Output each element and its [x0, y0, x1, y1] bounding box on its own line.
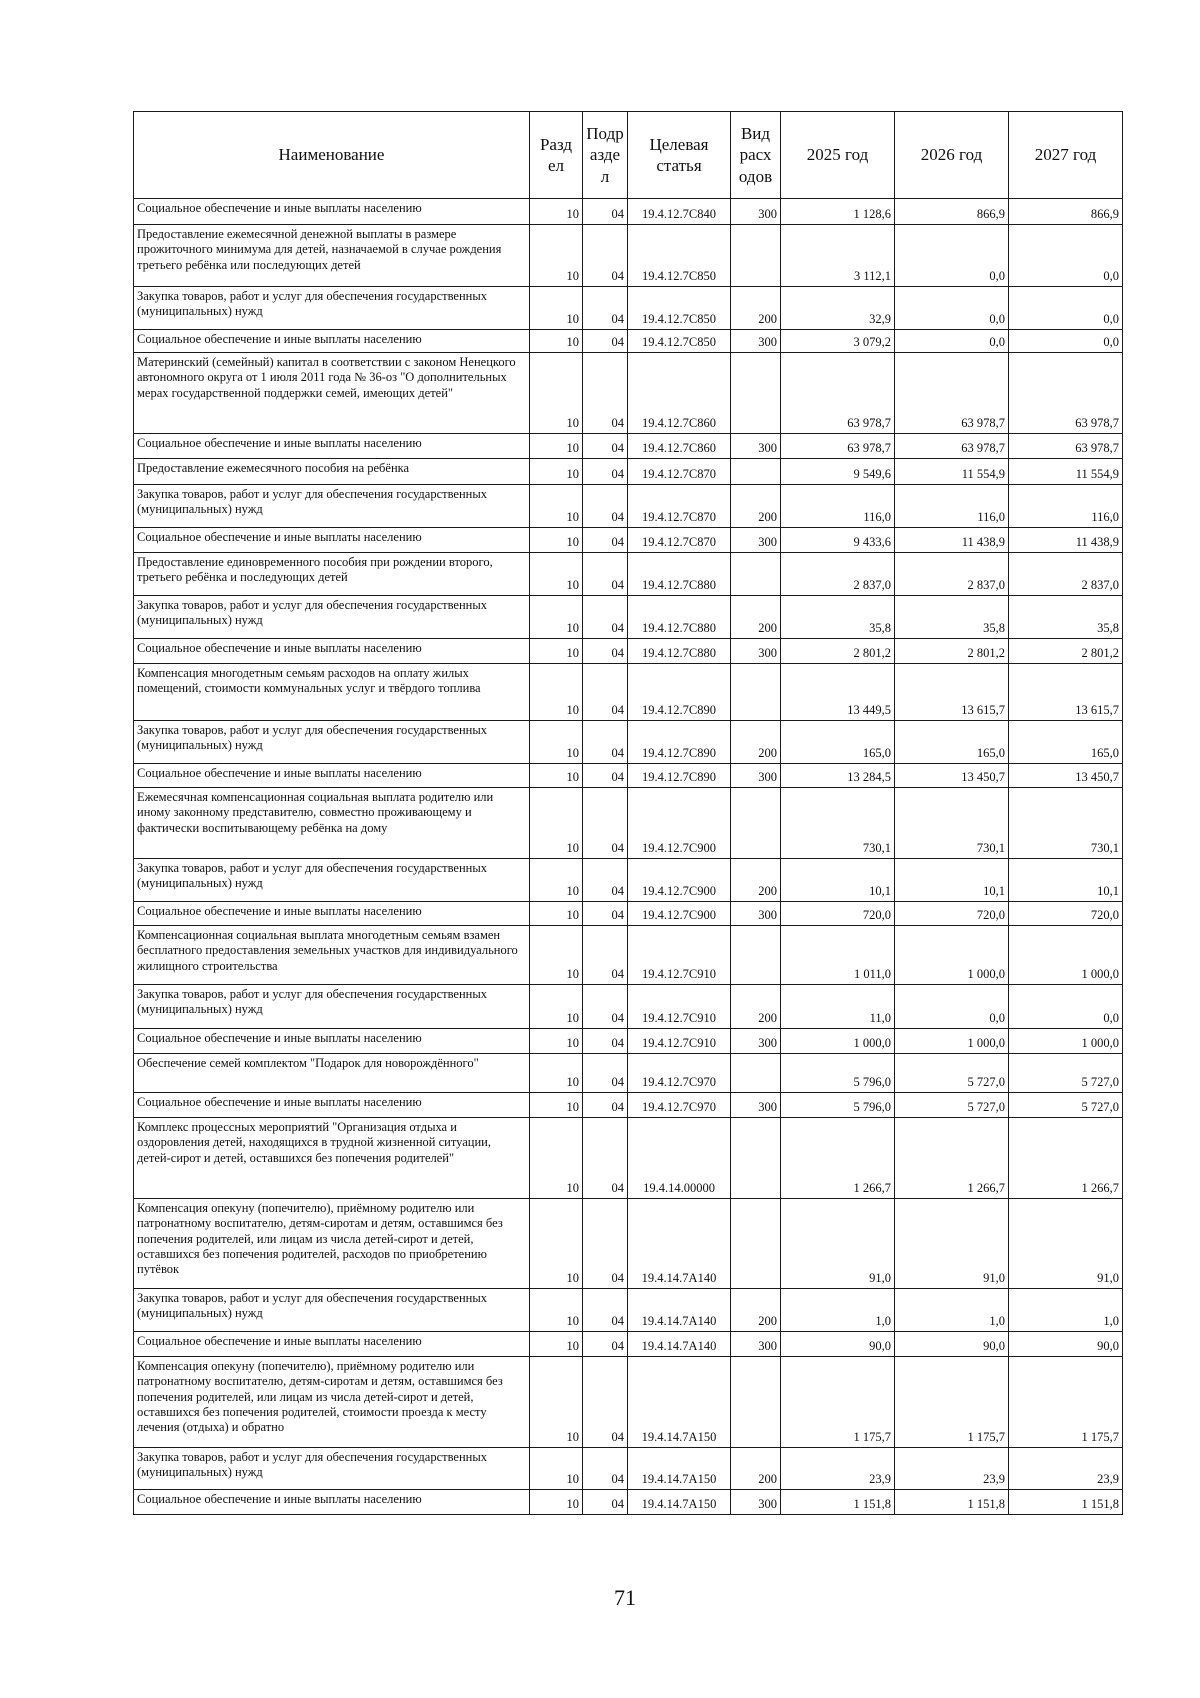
row-value-2026: 13 450,7	[895, 764, 1009, 788]
row-expense-type: 300	[731, 1093, 781, 1118]
row-value-2027: 13 615,7	[1009, 664, 1123, 721]
row-expense-type: 300	[731, 764, 781, 788]
table-row	[134, 721, 1123, 764]
row-value-2025: 63 978,7	[781, 434, 895, 459]
table-row	[134, 788, 1123, 859]
row-subsection: 04	[583, 434, 628, 459]
row-value-2027: 1 175,7	[1009, 1357, 1123, 1448]
row-value-2025: 13 284,5	[781, 764, 895, 788]
row-value-2027: 91,0	[1009, 1199, 1123, 1289]
row-name: Компенсация опекуну (попечителю), приёмному родителю или патронатному воспитателю, детям-сиротам и детям, оставшимся без попечения родителей, или лицам из числа детей-сирот и детей, оставшихся без попечения родителей, расходов по приобретению путёвок	[134, 1199, 530, 1289]
table-row	[134, 1357, 1123, 1448]
row-subsection: 04	[583, 199, 628, 225]
row-value-2026: 91,0	[895, 1199, 1009, 1289]
row-subsection: 04	[583, 1199, 628, 1289]
row-value-2026: 0,0	[895, 287, 1009, 330]
row-subsection: 04	[583, 225, 628, 287]
row-target-article: 19.4.12.7С870	[628, 485, 731, 528]
budget-table	[133, 111, 1123, 1515]
row-value-2026: 0,0	[895, 985, 1009, 1029]
row-value-2025: 63 978,7	[781, 353, 895, 434]
table-row	[134, 1490, 1123, 1515]
row-subsection: 04	[583, 553, 628, 596]
row-value-2025: 1,0	[781, 1289, 895, 1332]
table-row	[134, 353, 1123, 434]
row-value-2025: 1 011,0	[781, 926, 895, 985]
row-expense-type: 200	[731, 721, 781, 764]
table-row	[134, 330, 1123, 353]
table-row	[134, 1029, 1123, 1054]
row-target-article: 19.4.12.7С970	[628, 1054, 731, 1093]
row-subsection: 04	[583, 353, 628, 434]
row-subsection: 04	[583, 330, 628, 353]
row-target-article: 19.4.12.7С900	[628, 788, 731, 859]
row-name: Закупка товаров, работ и услуг для обеспечения государственных (муниципальных) нужд	[134, 1289, 530, 1332]
row-value-2027: 5 727,0	[1009, 1054, 1123, 1093]
row-expense-type: 200	[731, 1448, 781, 1490]
row-value-2027: 63 978,7	[1009, 434, 1123, 459]
table-row	[134, 1199, 1123, 1289]
row-name: Закупка товаров, работ и услуг для обеспечения государственных (муниципальных) нужд	[134, 1448, 530, 1490]
header-name: Наименование	[134, 112, 530, 199]
row-name: Социальное обеспечение и иные выплаты населению	[134, 1490, 530, 1515]
row-section: 10	[530, 926, 583, 985]
row-section: 10	[530, 764, 583, 788]
row-value-2027: 1 151,8	[1009, 1490, 1123, 1515]
row-value-2026: 1 000,0	[895, 926, 1009, 985]
row-target-article: 19.4.12.7С910	[628, 926, 731, 985]
row-name: Ежемесячная компенсационная социальная выплата родителю или иному законному представителю, совместно проживающему и фактически воспитывающему ребёнка на дому	[134, 788, 530, 859]
table-row	[134, 553, 1123, 596]
row-expense-type	[731, 1054, 781, 1093]
row-name: Социальное обеспечение и иные выплаты населению	[134, 902, 530, 926]
row-name: Предоставление ежемесячной денежной выплаты в размере прожиточного минимума для детей, назначаемой в случае рождения третьего ребёнка или последующих детей	[134, 225, 530, 287]
row-section: 10	[530, 1332, 583, 1357]
row-target-article: 19.4.14.7А140	[628, 1199, 731, 1289]
row-expense-type: 300	[731, 199, 781, 225]
row-value-2025: 2 801,2	[781, 639, 895, 664]
row-target-article: 19.4.12.7С840	[628, 199, 731, 225]
row-subsection: 04	[583, 596, 628, 639]
row-value-2027: 0,0	[1009, 225, 1123, 287]
table-row	[134, 434, 1123, 459]
row-section: 10	[530, 1118, 583, 1199]
row-section: 10	[530, 330, 583, 353]
row-subsection: 04	[583, 528, 628, 553]
row-value-2027: 23,9	[1009, 1448, 1123, 1490]
row-value-2025: 1 266,7	[781, 1118, 895, 1199]
row-value-2026: 2 801,2	[895, 639, 1009, 664]
row-subsection: 04	[583, 1448, 628, 1490]
row-subsection: 04	[583, 764, 628, 788]
row-value-2027: 0,0	[1009, 985, 1123, 1029]
row-value-2025: 730,1	[781, 788, 895, 859]
row-subsection: 04	[583, 664, 628, 721]
header-subsection: Подр азде л	[583, 112, 628, 199]
row-subsection: 04	[583, 1118, 628, 1199]
row-value-2026: 13 615,7	[895, 664, 1009, 721]
row-target-article: 19.4.14.7А140	[628, 1289, 731, 1332]
row-target-article: 19.4.12.7С880	[628, 596, 731, 639]
header-expense-type: Вид расх одов	[731, 112, 781, 199]
table-row	[134, 664, 1123, 721]
row-target-article: 19.4.14.00000	[628, 1118, 731, 1199]
row-target-article: 19.4.14.7А150	[628, 1448, 731, 1490]
row-section: 10	[530, 1357, 583, 1448]
row-value-2026: 11 438,9	[895, 528, 1009, 553]
row-value-2027: 1 000,0	[1009, 1029, 1123, 1054]
row-subsection: 04	[583, 1289, 628, 1332]
row-value-2027: 2 801,2	[1009, 639, 1123, 664]
row-target-article: 19.4.12.7С910	[628, 1029, 731, 1054]
row-section: 10	[530, 287, 583, 330]
row-name: Социальное обеспечение и иные выплаты населению	[134, 528, 530, 553]
row-value-2027: 11 554,9	[1009, 459, 1123, 485]
row-section: 10	[530, 721, 583, 764]
row-name: Закупка товаров, работ и услуг для обеспечения государственных (муниципальных) нужд	[134, 485, 530, 528]
row-subsection: 04	[583, 485, 628, 528]
row-section: 10	[530, 434, 583, 459]
row-target-article: 19.4.12.7С890	[628, 664, 731, 721]
row-expense-type: 200	[731, 1289, 781, 1332]
row-expense-type	[731, 788, 781, 859]
row-section: 10	[530, 1448, 583, 1490]
row-section: 10	[530, 1490, 583, 1515]
row-value-2025: 9 433,6	[781, 528, 895, 553]
row-name: Социальное обеспечение и иные выплаты населению	[134, 1093, 530, 1118]
row-value-2026: 1,0	[895, 1289, 1009, 1332]
row-value-2026: 10,1	[895, 859, 1009, 902]
table-row	[134, 985, 1123, 1029]
row-value-2027: 116,0	[1009, 485, 1123, 528]
row-expense-type	[731, 459, 781, 485]
table-row	[134, 485, 1123, 528]
row-expense-type: 300	[731, 1029, 781, 1054]
row-value-2026: 5 727,0	[895, 1054, 1009, 1093]
row-section: 10	[530, 596, 583, 639]
row-value-2025: 3 112,1	[781, 225, 895, 287]
row-value-2027: 1,0	[1009, 1289, 1123, 1332]
row-value-2026: 11 554,9	[895, 459, 1009, 485]
row-value-2025: 5 796,0	[781, 1093, 895, 1118]
row-expense-type	[731, 1199, 781, 1289]
row-subsection: 04	[583, 1029, 628, 1054]
row-subsection: 04	[583, 1332, 628, 1357]
row-name: Закупка товаров, работ и услуг для обеспечения государственных (муниципальных) нужд	[134, 287, 530, 330]
row-section: 10	[530, 985, 583, 1029]
row-value-2026: 165,0	[895, 721, 1009, 764]
row-target-article: 19.4.14.7А150	[628, 1490, 731, 1515]
row-name: Предоставление единовременного пособия при рождении второго, третьего ребёнка и последующих детей	[134, 553, 530, 596]
row-target-article: 19.4.12.7С870	[628, 528, 731, 553]
table-row	[134, 596, 1123, 639]
row-value-2025: 11,0	[781, 985, 895, 1029]
row-value-2027: 13 450,7	[1009, 764, 1123, 788]
row-target-article: 19.4.12.7С910	[628, 985, 731, 1029]
table-body	[134, 199, 1123, 1515]
row-target-article: 19.4.12.7С880	[628, 553, 731, 596]
table-row	[134, 1093, 1123, 1118]
row-section: 10	[530, 459, 583, 485]
row-subsection: 04	[583, 721, 628, 764]
row-expense-type	[731, 1118, 781, 1199]
table-row	[134, 859, 1123, 902]
row-expense-type	[731, 664, 781, 721]
row-name: Социальное обеспечение и иные выплаты населению	[134, 1332, 530, 1357]
row-subsection: 04	[583, 926, 628, 985]
row-value-2026: 23,9	[895, 1448, 1009, 1490]
row-value-2027: 1 266,7	[1009, 1118, 1123, 1199]
row-expense-type	[731, 926, 781, 985]
row-name: Социальное обеспечение и иные выплаты населению	[134, 330, 530, 353]
row-expense-type: 300	[731, 1490, 781, 1515]
row-subsection: 04	[583, 859, 628, 902]
row-target-article: 19.4.12.7С900	[628, 902, 731, 926]
row-target-article: 19.4.12.7С850	[628, 287, 731, 330]
table-row	[134, 902, 1123, 926]
row-target-article: 19.4.12.7С890	[628, 764, 731, 788]
row-subsection: 04	[583, 788, 628, 859]
table-row	[134, 1289, 1123, 1332]
table-row	[134, 926, 1123, 985]
row-value-2027: 0,0	[1009, 287, 1123, 330]
row-section: 10	[530, 788, 583, 859]
row-value-2025: 1 128,6	[781, 199, 895, 225]
row-value-2026: 1 151,8	[895, 1490, 1009, 1515]
row-subsection: 04	[583, 985, 628, 1029]
row-target-article: 19.4.12.7С860	[628, 434, 731, 459]
row-value-2027: 90,0	[1009, 1332, 1123, 1357]
row-value-2025: 90,0	[781, 1332, 895, 1357]
row-name: Комплекс процессных мероприятий "Организация отдыха и оздоровления детей, находящихся в трудной жизненной ситуации, детей-сирот и детей, оставшихся без попечения родителей"	[134, 1118, 530, 1199]
table-row	[134, 287, 1123, 330]
row-section: 10	[530, 353, 583, 434]
row-value-2025: 5 796,0	[781, 1054, 895, 1093]
row-section: 10	[530, 1289, 583, 1332]
row-value-2026: 1 000,0	[895, 1029, 1009, 1054]
row-subsection: 04	[583, 1357, 628, 1448]
row-target-article: 19.4.12.7С850	[628, 330, 731, 353]
row-expense-type: 200	[731, 985, 781, 1029]
row-section: 10	[530, 1054, 583, 1093]
row-section: 10	[530, 1029, 583, 1054]
row-name: Компенсационная социальная выплата многодетным семьям взамен бесплатного предоставления земельных участков для индивидуального жилищного строительства	[134, 926, 530, 985]
row-expense-type: 200	[731, 485, 781, 528]
row-target-article: 19.4.12.7С970	[628, 1093, 731, 1118]
row-name: Социальное обеспечение и иные выплаты населению	[134, 639, 530, 664]
row-target-article: 19.4.14.7А140	[628, 1332, 731, 1357]
row-expense-type: 300	[731, 1332, 781, 1357]
row-value-2025: 116,0	[781, 485, 895, 528]
table-row	[134, 199, 1123, 225]
row-value-2026: 0,0	[895, 225, 1009, 287]
row-name: Материнский (семейный) капитал в соответствии с законом Ненецкого автономного округа от 1 июля 2011 года № 36-оз "О дополнительных мерах государственной поддержки семей, имеющих детей"	[134, 353, 530, 434]
row-value-2026: 5 727,0	[895, 1093, 1009, 1118]
row-name: Социальное обеспечение и иные выплаты населению	[134, 199, 530, 225]
row-value-2027: 5 727,0	[1009, 1093, 1123, 1118]
row-value-2026: 35,8	[895, 596, 1009, 639]
row-name: Социальное обеспечение и иные выплаты населению	[134, 1029, 530, 1054]
row-value-2026: 116,0	[895, 485, 1009, 528]
row-value-2025: 91,0	[781, 1199, 895, 1289]
table-row	[134, 1448, 1123, 1490]
row-name: Закупка товаров, работ и услуг для обеспечения государственных (муниципальных) нужд	[134, 596, 530, 639]
row-value-2025: 720,0	[781, 902, 895, 926]
row-value-2027: 1 000,0	[1009, 926, 1123, 985]
row-target-article: 19.4.12.7С890	[628, 721, 731, 764]
header-2026: 2026 год	[895, 112, 1009, 199]
row-value-2026: 730,1	[895, 788, 1009, 859]
row-expense-type	[731, 553, 781, 596]
row-expense-type	[731, 353, 781, 434]
row-section: 10	[530, 199, 583, 225]
row-name: Закупка товаров, работ и услуг для обеспечения государственных (муниципальных) нужд	[134, 721, 530, 764]
row-name: Компенсация многодетным семьям расходов на оплату жилых помещений, стоимости коммунальных услуг и твёрдого топлива	[134, 664, 530, 721]
row-subsection: 04	[583, 459, 628, 485]
row-section: 10	[530, 485, 583, 528]
row-value-2027: 10,1	[1009, 859, 1123, 902]
row-subsection: 04	[583, 287, 628, 330]
row-target-article: 19.4.12.7С880	[628, 639, 731, 664]
table-row	[134, 764, 1123, 788]
row-section: 10	[530, 1199, 583, 1289]
row-name: Социальное обеспечение и иные выплаты населению	[134, 764, 530, 788]
row-value-2025: 1 175,7	[781, 1357, 895, 1448]
row-value-2025: 32,9	[781, 287, 895, 330]
row-value-2025: 35,8	[781, 596, 895, 639]
header-target-article: Целевая статья	[628, 112, 731, 199]
row-name: Предоставление ежемесячного пособия на ребёнка	[134, 459, 530, 485]
row-value-2025: 23,9	[781, 1448, 895, 1490]
row-value-2025: 1 151,8	[781, 1490, 895, 1515]
row-name: Закупка товаров, работ и услуг для обеспечения государственных (муниципальных) нужд	[134, 985, 530, 1029]
row-section: 10	[530, 859, 583, 902]
row-value-2027: 730,1	[1009, 788, 1123, 859]
row-section: 10	[530, 225, 583, 287]
row-value-2026: 1 266,7	[895, 1118, 1009, 1199]
header-section: Разд ел	[530, 112, 583, 199]
table-row	[134, 1332, 1123, 1357]
table-row	[134, 1054, 1123, 1093]
row-value-2025: 3 079,2	[781, 330, 895, 353]
row-expense-type: 200	[731, 287, 781, 330]
row-expense-type: 300	[731, 434, 781, 459]
row-value-2026: 720,0	[895, 902, 1009, 926]
row-target-article: 19.4.12.7С850	[628, 225, 731, 287]
row-subsection: 04	[583, 639, 628, 664]
row-target-article: 19.4.12.7С860	[628, 353, 731, 434]
row-value-2027: 63 978,7	[1009, 353, 1123, 434]
row-name: Социальное обеспечение и иные выплаты населению	[134, 434, 530, 459]
row-value-2025: 165,0	[781, 721, 895, 764]
row-value-2025: 1 000,0	[781, 1029, 895, 1054]
table-row	[134, 639, 1123, 664]
row-expense-type	[731, 1357, 781, 1448]
table-row	[134, 225, 1123, 287]
row-name: Компенсация опекуну (попечителю), приёмному родителю или патронатному воспитателю, детям-сиротам и детям, оставшимся без попечения родителей, или лицам из числа детей-сирот и детей, оставшихся без попечения родителей, стоимости проезда к месту лечения (отдыха) и обратно	[134, 1357, 530, 1448]
table-row	[134, 1118, 1123, 1199]
row-section: 10	[530, 1093, 583, 1118]
table-header	[134, 112, 1123, 199]
row-target-article: 19.4.12.7С900	[628, 859, 731, 902]
row-value-2026: 0,0	[895, 330, 1009, 353]
row-value-2025: 10,1	[781, 859, 895, 902]
row-value-2026: 63 978,7	[895, 353, 1009, 434]
row-value-2027: 2 837,0	[1009, 553, 1123, 596]
row-section: 10	[530, 664, 583, 721]
row-value-2025: 2 837,0	[781, 553, 895, 596]
row-value-2027: 11 438,9	[1009, 528, 1123, 553]
page-number: 71	[614, 1585, 636, 1610]
row-value-2027: 866,9	[1009, 199, 1123, 225]
row-expense-type	[731, 225, 781, 287]
row-subsection: 04	[583, 1490, 628, 1515]
row-subsection: 04	[583, 902, 628, 926]
row-subsection: 04	[583, 1093, 628, 1118]
row-value-2027: 720,0	[1009, 902, 1123, 926]
row-section: 10	[530, 902, 583, 926]
row-section: 10	[530, 639, 583, 664]
row-expense-type: 300	[731, 528, 781, 553]
table-row	[134, 459, 1123, 485]
row-section: 10	[530, 553, 583, 596]
row-target-article: 19.4.14.7А150	[628, 1357, 731, 1448]
header-2025: 2025 год	[781, 112, 895, 199]
row-value-2026: 2 837,0	[895, 553, 1009, 596]
row-value-2025: 9 549,6	[781, 459, 895, 485]
row-value-2026: 1 175,7	[895, 1357, 1009, 1448]
row-value-2025: 13 449,5	[781, 664, 895, 721]
table-row	[134, 528, 1123, 553]
row-expense-type: 200	[731, 596, 781, 639]
row-expense-type: 300	[731, 330, 781, 353]
row-value-2027: 0,0	[1009, 330, 1123, 353]
row-subsection: 04	[583, 1054, 628, 1093]
row-expense-type: 300	[731, 902, 781, 926]
row-expense-type: 200	[731, 859, 781, 902]
row-value-2026: 63 978,7	[895, 434, 1009, 459]
row-value-2026: 90,0	[895, 1332, 1009, 1357]
row-target-article: 19.4.12.7С870	[628, 459, 731, 485]
row-value-2027: 35,8	[1009, 596, 1123, 639]
row-section: 10	[530, 528, 583, 553]
row-value-2026: 866,9	[895, 199, 1009, 225]
row-value-2027: 165,0	[1009, 721, 1123, 764]
header-2027: 2027 год	[1009, 112, 1123, 199]
row-name: Обеспечение семей комплектом "Подарок для новорождённого"	[134, 1054, 530, 1093]
row-name: Закупка товаров, работ и услуг для обеспечения государственных (муниципальных) нужд	[134, 859, 530, 902]
row-expense-type: 300	[731, 639, 781, 664]
